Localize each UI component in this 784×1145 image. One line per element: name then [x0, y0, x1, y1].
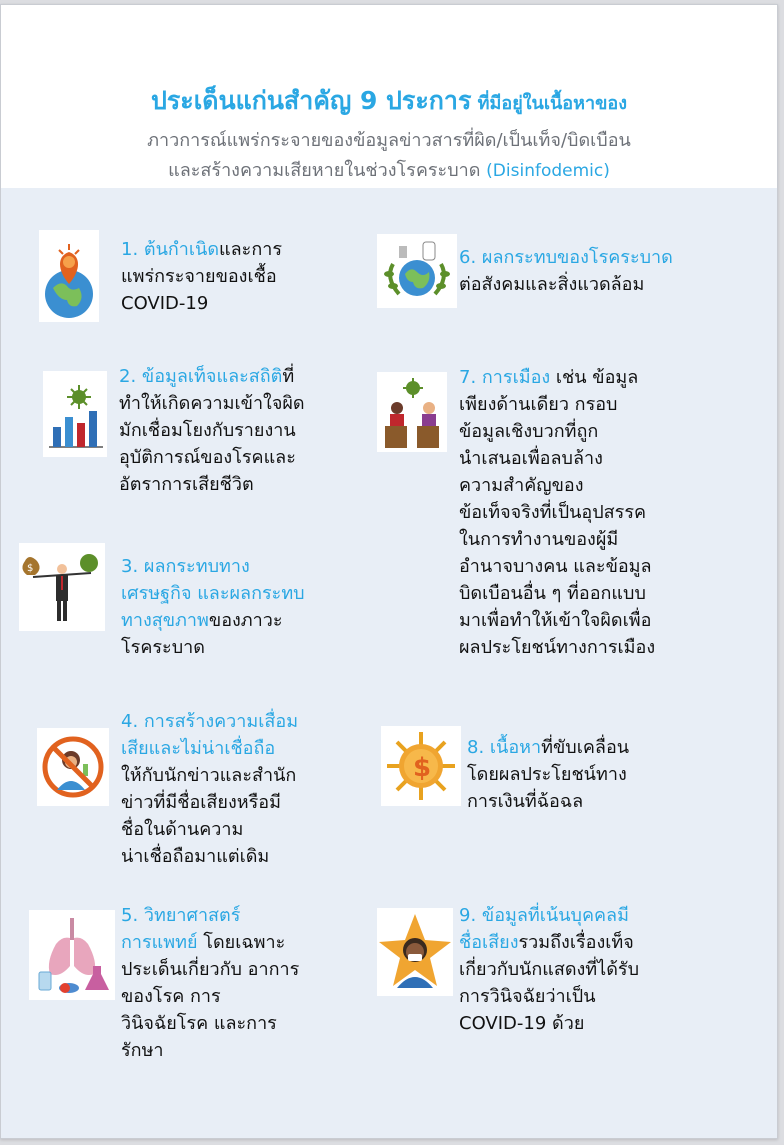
header-title-rest: ที่มีอยู่ในเนื้อหาของ: [471, 93, 627, 114]
theme-line: [459, 244, 673, 271]
theme-line: [459, 391, 655, 418]
theme-line: [459, 956, 639, 983]
theme-text-6: [459, 244, 673, 298]
theme-text: ของภาวะ: [208, 610, 283, 631]
theme-text: รักษา: [121, 1040, 164, 1061]
theme-text-4: [121, 708, 298, 870]
theme-text: อัตราการเสียชีวิต: [119, 474, 254, 495]
theme-line: [459, 1010, 639, 1037]
businessman-scale-icon: [19, 543, 105, 631]
theme-highlight: ทางสุขภาพ: [121, 610, 209, 631]
theme-text: โรคระบาด: [121, 637, 205, 658]
svg-text:$: $: [27, 563, 34, 574]
theme-text: แพร่กระจายของเชื้อ: [121, 266, 277, 287]
theme-text: นำเสนอเพื่อลบล้าง: [459, 448, 603, 469]
theme-text: วินิจฉัยโรค และการ: [121, 1013, 277, 1034]
theme-text-5: [121, 902, 299, 1064]
theme-highlight: เสียและไม่น่าเชื่อถือ: [121, 738, 276, 759]
lungs-pills-flask-icon: [29, 910, 115, 1000]
infographic-card: [0, 4, 778, 1139]
theme-line: [121, 236, 282, 263]
theme-line: [121, 263, 282, 290]
theme-text: อำนาจบางคน และข้อมูล: [459, 556, 652, 577]
theme-text: COVID-19 ด้วย: [459, 1013, 585, 1034]
theme-highlight: 8. เนื้อหา: [467, 737, 542, 758]
theme-line: [121, 553, 305, 580]
theme-highlight: การแพทย์: [121, 932, 198, 953]
themes-panel: [1, 188, 777, 1138]
theme-line: [459, 418, 655, 445]
theme-text: และการ: [219, 239, 283, 260]
theme-line: [121, 735, 298, 762]
theme-text: ความสำคัญของ: [459, 475, 584, 496]
theme-text: ให้กับนักข่าวและสำนัก: [121, 765, 297, 786]
theme-text: รวมถึงเรื่องเท็จ: [518, 932, 634, 953]
theme-text: การวินิจฉัยว่าเป็น: [459, 986, 596, 1007]
theme-text: ในการทำงานของผู้มี: [459, 529, 619, 550]
theme-line: [467, 761, 629, 788]
theme-text: ประเด็นเกี่ยวกับ อาการ: [121, 959, 300, 980]
theme-highlight: 6. ผลกระทบของโรคระบาด: [459, 247, 673, 268]
theme-highlight: เศรษฐกิจ และผลกระทบ: [121, 583, 305, 604]
theme-line: [459, 499, 655, 526]
theme-highlight: 7. การเมือง: [459, 367, 551, 388]
theme-line: [459, 634, 655, 661]
theme-text: COVID-19: [121, 293, 209, 314]
theme-text-8: [467, 734, 629, 815]
theme-text: ที่: [282, 366, 295, 387]
theme-text-2: [119, 363, 305, 498]
theme-line: [459, 607, 655, 634]
theme-highlight: 9. ข้อมูลที่เน้นบุคคลมี: [459, 905, 629, 926]
theme-highlight: 2. ข้อมูลเท็จและสถิติ: [119, 366, 283, 387]
infographic-header: [1, 5, 777, 188]
header-title-line: [1, 81, 777, 121]
theme-line: [121, 762, 298, 789]
theme-line: [121, 929, 299, 956]
theme-line: [121, 816, 298, 843]
theme-line: [119, 444, 305, 471]
theme-text-3: [121, 553, 305, 661]
theme-line: [467, 788, 629, 815]
theme-line: [459, 364, 655, 391]
header-title: ประเด็นแก่นสำคัญ 9 ประการ: [151, 86, 472, 115]
theme-line: [121, 983, 299, 1010]
theme-line: [459, 902, 639, 929]
svg-text:$: $: [413, 753, 432, 783]
theme-highlight: 1. ต้นกำเนิด: [121, 239, 220, 260]
no-journalist-icon: [37, 728, 109, 806]
theme-text-9: [459, 902, 639, 1037]
theme-line: [119, 471, 305, 498]
theme-text: ข้อมูลเชิงบวกที่ถูก: [459, 421, 599, 442]
theme-text: การเงินที่ฉ้อฉล: [467, 791, 584, 812]
theme-highlight: ชื่อเสียง: [459, 932, 519, 953]
theme-text: ต่อสังคมและสิ่งแวดล้อม: [459, 274, 645, 295]
theme-line: [459, 553, 655, 580]
theme-text: โดยผลประโยชน์ทาง: [467, 764, 627, 785]
theme-text: ข่าวที่มีชื่อเสียงหรือมี: [121, 792, 281, 813]
theme-highlight: 5. วิทยาศาสตร์: [121, 905, 241, 926]
theme-line: [459, 929, 639, 956]
bar-chart-virus-icon: [43, 371, 107, 457]
theme-text: อุบัติการณ์ของโรคและ: [119, 447, 296, 468]
theme-text: ชื่อในด้านความ: [121, 819, 244, 840]
theme-text: โดยเฉพาะ: [197, 932, 286, 953]
theme-line: [121, 634, 305, 661]
earth-laurel-icon: [377, 234, 457, 308]
theme-line: [459, 526, 655, 553]
theme-text: น่าเชื่อถือมาแต่เดิม: [121, 846, 270, 867]
header-acronym: (Disinfodemic): [486, 161, 610, 181]
theme-text: ที่ขับเคลื่อน: [541, 737, 630, 758]
theme-line: [121, 708, 298, 735]
politicians-podium-icon: [377, 372, 447, 452]
theme-line: [121, 1010, 299, 1037]
header-subtitle-line-1: [1, 125, 777, 154]
theme-line: [459, 580, 655, 607]
theme-text: ข้อเท็จจริงที่เป็นอุปสรรค: [459, 502, 647, 523]
theme-text: บิดเบือนอื่น ๆ ที่ออกแบบ: [459, 583, 646, 604]
theme-text: ของโรค การ: [121, 986, 221, 1007]
theme-text: มักเชื่อมโยงกับรายงาน: [119, 420, 296, 441]
theme-line: [459, 445, 655, 472]
theme-highlight: 3. ผลกระทบทาง: [121, 556, 250, 577]
theme-line: [121, 902, 299, 929]
theme-line: [119, 417, 305, 444]
theme-text-1: [121, 236, 282, 317]
theme-line: [467, 734, 629, 761]
theme-line: [121, 607, 305, 634]
globe-virus-pin-icon: [39, 230, 99, 322]
theme-line: [121, 290, 282, 317]
theme-line: [119, 390, 305, 417]
theme-line: [121, 789, 298, 816]
theme-text: เกี่ยวกับนักแสดงที่ได้รับ: [459, 959, 639, 980]
theme-line: [459, 983, 639, 1010]
theme-highlight: 4. การสร้างความเสื่อม: [121, 711, 299, 732]
celebrity-star-mask-icon: [377, 908, 453, 996]
theme-line: [121, 843, 298, 870]
header-subtitle-2: และสร้างความเสียหายในช่วงโรคระบาด: [168, 160, 487, 181]
theme-line: [119, 363, 305, 390]
theme-text: ผลประโยชน์ทางการเมือง: [459, 637, 656, 658]
dollar-coin-virus-icon: [381, 726, 461, 806]
theme-text: ทำให้เกิดความเข้าใจผิด: [119, 393, 305, 414]
theme-line: [121, 1037, 299, 1064]
theme-line: [121, 580, 305, 607]
theme-line: [121, 956, 299, 983]
theme-line: [459, 472, 655, 499]
theme-line: [459, 271, 673, 298]
theme-text: มาเพื่อทำให้เข้าใจผิดเพื่อ: [459, 610, 652, 631]
header-subtitle-1: ภาวการณ์แพร่กระจายของข้อมูลข่าวสารที่ผิด/เป็นเท็จ/บิดเบือน: [147, 130, 631, 151]
theme-text: เพียงด้านเดียว กรอบ: [459, 394, 618, 415]
theme-text-7: [459, 364, 655, 661]
header-subtitle-line-2: [1, 155, 777, 184]
theme-text: เช่น ข้อมูล: [550, 367, 639, 388]
